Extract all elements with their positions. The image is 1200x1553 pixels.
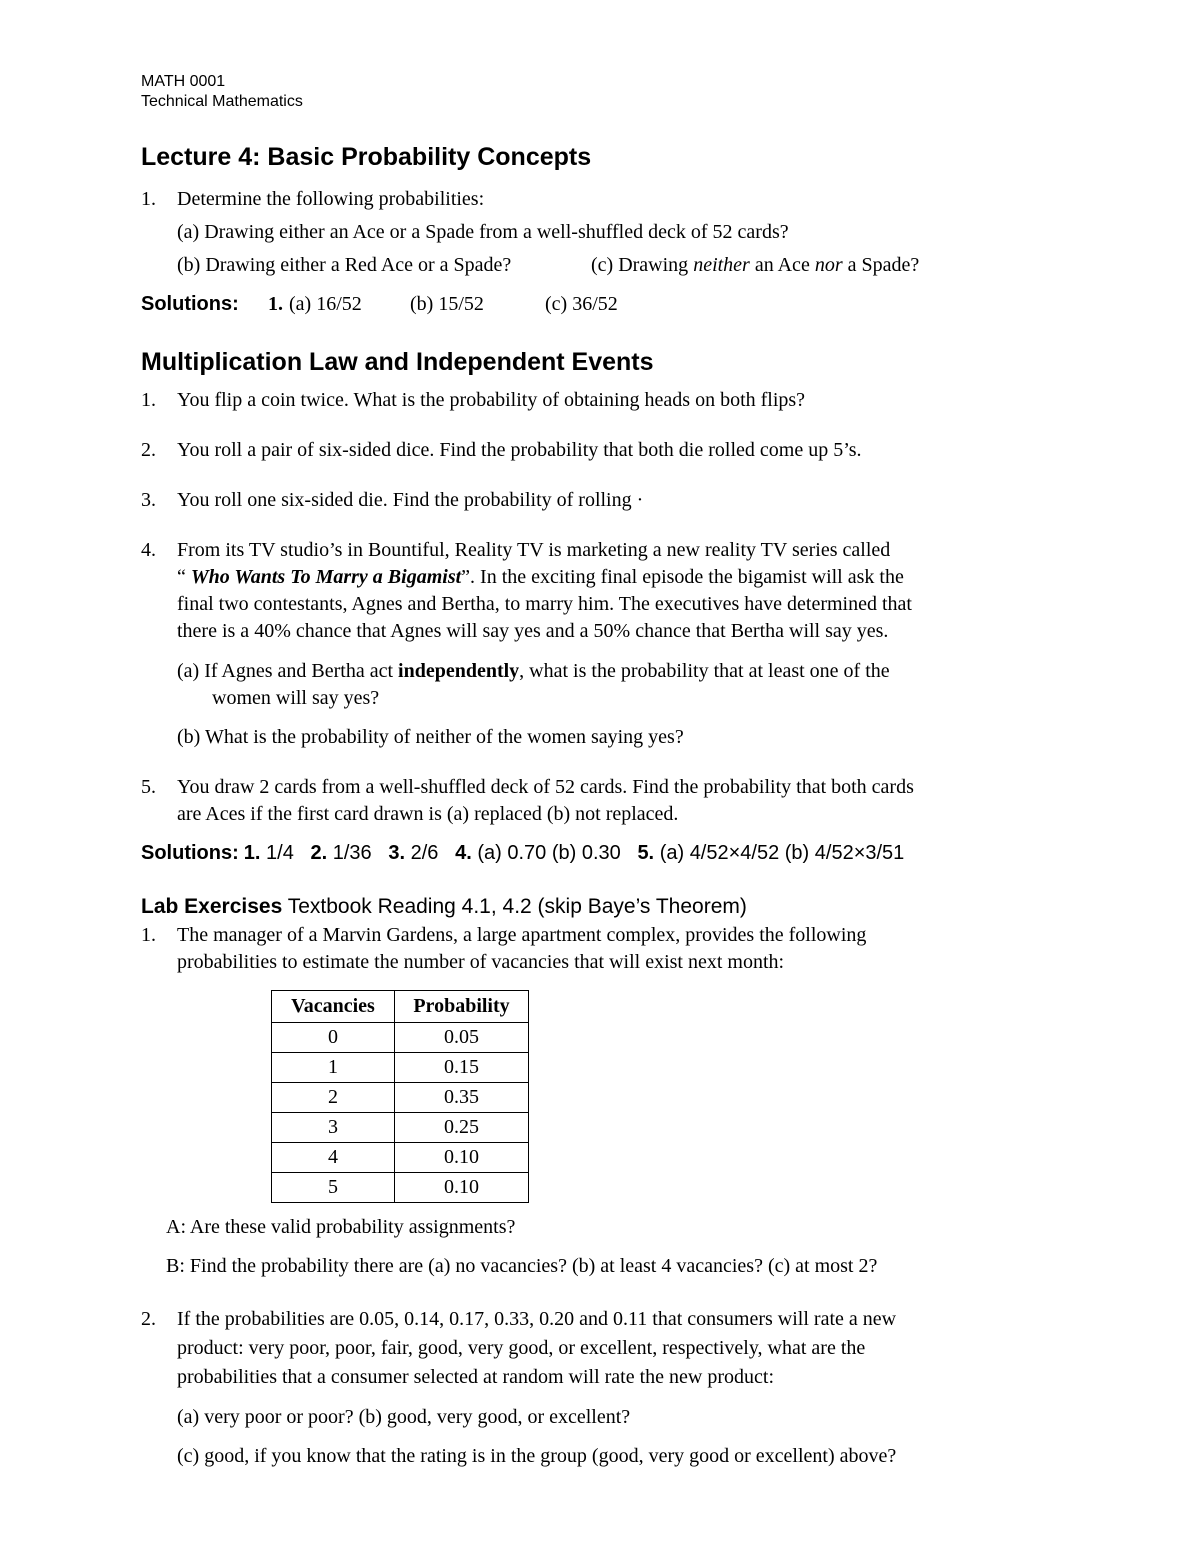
table-row xyxy=(272,1083,529,1113)
s2-q4-line3: final two contestants, Agnes and Bertha, to marry him. The executives have determined that xyxy=(177,593,912,615)
s3-q1-number: 1. xyxy=(141,924,156,946)
table-row xyxy=(272,1113,529,1143)
s2-q2-text: You roll a pair of six-sided dice. Find the probability that both die rolled come up 5’s. xyxy=(177,439,862,461)
s1-solution-a: (a) 16/52 xyxy=(289,293,362,315)
probability-cell: 0.35 xyxy=(395,1083,529,1113)
vacancy-cell: 1 xyxy=(272,1053,395,1083)
s3-q2-line3: probabilities that a consumer selected at random will rate the new product: xyxy=(177,1366,775,1388)
s1-q1-text: Determine the following probabilities: xyxy=(177,188,485,210)
table-row xyxy=(272,1143,529,1173)
table-row xyxy=(272,1053,529,1083)
vacancy-cell: 2 xyxy=(272,1083,395,1113)
s3-q2-line2: product: very poor, poor, fair, good, very good, or excellent, respectively, what are the xyxy=(177,1337,866,1359)
s2-q3-number: 3. xyxy=(141,489,156,511)
s2-q4-line4: there is a 40% chance that Agnes will say yes and a 50% chance that Bertha will say yes. xyxy=(177,620,889,642)
header-probability: Probability xyxy=(395,991,529,1023)
s1-q1-part-c: (c) Drawing neither an Ace nor a Spade? xyxy=(591,254,920,276)
s2-q5-line2: are Aces if the first card drawn is (a) replaced (b) not replaced. xyxy=(177,803,679,825)
s2-q4-number: 4. xyxy=(141,539,156,561)
section-title-multiplication: Multiplication Law and Independent Events xyxy=(141,348,654,376)
s3-q1-line1: The manager of a Marvin Gardens, a large apartment complex, provides the following xyxy=(177,924,867,946)
show-title: Who Wants To Marry a Bigamist xyxy=(190,566,462,588)
s3-q1-part-A: A: Are these valid probability assignments? xyxy=(166,1216,516,1238)
probability-cell: 0.05 xyxy=(395,1023,529,1053)
s3-q2-line1: If the probabilities are 0.05, 0.14, 0.17, 0.33, 0.20 and 0.11 that consumers will rate a new xyxy=(177,1308,897,1330)
s2-q4-line2: “ Who Wants To Marry a Bigamist”. In the exciting final episode the bigamist will ask the xyxy=(177,566,904,588)
header-vacancies: Vacancies xyxy=(272,991,395,1023)
s2-q2-number: 2. xyxy=(141,439,156,461)
s3-q2-part-a-b: (a) very poor or poor? (b) good, very good, or excellent? xyxy=(177,1406,631,1428)
table-row xyxy=(272,1023,529,1053)
vacancy-probability-table xyxy=(271,990,529,1203)
s2-q4-part-a-line2: women will say yes? xyxy=(212,687,380,709)
s2-q4-part-b: (b) What is the probability of neither of the women saying yes? xyxy=(177,726,684,748)
s2-q1-text: You flip a coin twice. What is the probability of obtaining heads on both flips? xyxy=(177,389,806,411)
vacancy-cell: 0 xyxy=(272,1023,395,1053)
section-title-lab: Lab Exercises Textbook Reading 4.1, 4.2 (skip Baye’s Theorem) xyxy=(141,895,747,918)
s1-q1-part-b: (b) Drawing either a Red Ace or a Spade? xyxy=(177,254,512,276)
course-name: Technical Mathematics xyxy=(141,93,303,110)
s3-q2-number: 2. xyxy=(141,1308,156,1330)
solutions-label: Solutions: xyxy=(141,842,239,864)
s1-solutions xyxy=(141,291,239,318)
s2-q1-number: 1. xyxy=(141,389,156,411)
vacancy-cell: 5 xyxy=(272,1173,395,1203)
s1-solution-c: (c) 36/52 xyxy=(545,293,618,315)
table-header-row xyxy=(272,991,529,1023)
table-row xyxy=(272,1173,529,1203)
probability-cell: 0.10 xyxy=(395,1143,529,1173)
s2-q4-part-a: (a) If Agnes and Bertha act independently, what is the probability that at least one of the xyxy=(177,660,890,682)
s1-solution-b: (b) 15/52 xyxy=(410,293,484,315)
s2-q5-number: 5. xyxy=(141,776,156,798)
s1-q1-part-a: (a) Drawing either an Ace or a Spade from a well-shuffled deck of 52 cards? xyxy=(177,221,789,243)
s3-q2-part-c: (c) good, if you know that the rating is in the group (good, very good or excellent) above? xyxy=(177,1445,897,1467)
s2-q5-line1: You draw 2 cards from a well-shuffled deck of 52 cards. Find the probability that both cards xyxy=(177,776,914,798)
s3-q1-line2: probabilities to estimate the number of vacancies that will exist next month: xyxy=(177,951,785,973)
s2-q3-text: You roll one six-sided die. Find the probability of rolling · xyxy=(177,489,644,511)
vacancy-cell: 4 xyxy=(272,1143,395,1173)
vacancy-cell: 3 xyxy=(272,1113,395,1143)
s1-solution-number: 1. xyxy=(268,293,283,315)
s3-q1-part-B: B: Find the probability there are (a) no vacancies? (b) at least 4 vacancies? (c) at most 2? xyxy=(166,1255,878,1277)
s2-solutions: Solutions: 1. 1/4 2. 1/36 3. 2/6 4. (a) 0.70 (b) 0.30 5. (a) 4/52×4/52 (b) 4/52×3/51 xyxy=(141,842,905,864)
probability-cell: 0.25 xyxy=(395,1113,529,1143)
probability-cell: 0.10 xyxy=(395,1173,529,1203)
s2-q4-line1: From its TV studio’s in Bountiful, Reality TV is marketing a new reality TV series called xyxy=(177,539,891,561)
probability-cell: 0.15 xyxy=(395,1053,529,1083)
s1-q1-number: 1. xyxy=(141,188,156,210)
solutions-label: Solutions: xyxy=(141,293,239,315)
section-title-lecture: Lecture 4: Basic Probability Concepts xyxy=(141,143,592,171)
course-code: MATH 0001 xyxy=(141,73,226,90)
